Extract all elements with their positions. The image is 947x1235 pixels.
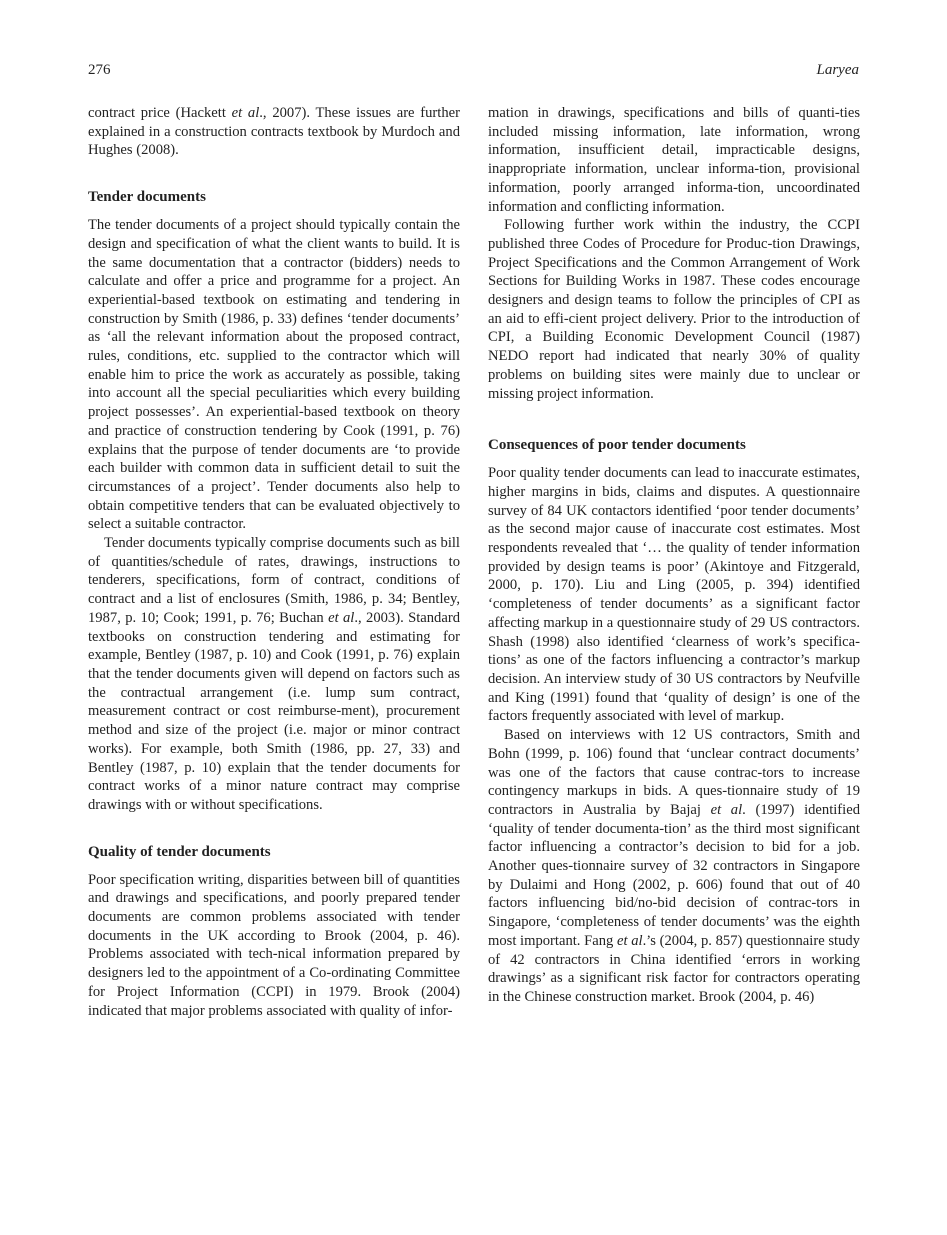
left-column [88, 104, 460, 1020]
paragraph: mation in drawings, specifications and bills of quanti-ties included missing information, late information, wrong information, insufficient detail, impracticable designs, inappropriate information, unclear informa-tion, provisional information, poorly arranged informa-tion, uncoordinated information and conflicting information. [488, 105, 860, 215]
paragraph: Tender documents typically comprise documents such as bill of quantities/schedule of rates, drawings, instructions to tenderers, specifications, form of contract, conditions of contract and a list of enclosures (Smith, 1986, p. 34; Bentley, 1987, p. 10; Cook; 1991, p. 76; Buchan et al., 2003). Standard textbooks on construction tendering and estimating for example, Bentley (1987, p. 10) and Cook (1991, p. 76) explain that the tender documents given will depend on factors such as the contractual arrangement (i.e. lump sum contract, measurement contract or cost reimburse-ment), procurement method and size of the project (i.e. major or minor contract works). For example, both Smith (1986, pp. 27, 33) and Bentley (1987, p. 10) explain that the tender documents for contract works of a minor nature contract may comprise drawings with or without specifications. [88, 535, 460, 813]
paragraph: Poor quality tender documents can lead to inaccurate estimates, higher margins in bids, claims and disputes. A questionnaire survey of 84 UK contactors identified ‘poor tender documents’ as the second major cause of inaccurate cost estimates. Most respondents revealed that ‘… the quality of tender information provided by design teams is poor’ (Akintoye and Fitzgerald, 2000, p. 170). Liu and Ling (2005, p. 394) identified ‘completeness of tender documents’ as a significant factor affecting markup in a questionnaire study of 29 US contractors. Shash (1998) also identified ‘clearness of work’s specifica-tions’ as one of the factors influencing a contractor’s markup decision. An interview study of 30 US contractors by Neufville and King (1991) found that ‘quality of design’ is one of the factors frequently associated with level of markup. [488, 465, 860, 725]
section-heading-consequences: Consequences of poor tender documents [488, 437, 746, 454]
paragraph: The tender documents of a project should typically contain the design and specification of what the client wants to build. It is the same documentation that a contractor (bidders) needs to calculate and offer a price and programme for a project. An experiential-based textbook on estimating and tendering in construction by Smith (1986, p. 33) defines ‘tender documents’ as ‘all the relevant information about the proposed contract, rules, conditions, etc. supplied to the contractor which will enable him to price the work as accurately as possible, taking into account all the special peculiarities which every building project possesses’. An experiential-based textbook on theory and practice of construction tendering by Cook (1991, p. 76) explains that the purpose of tender documents are ‘to provide each builder with common data in sufficient detail to suit the circumstances of a project’. Tender documents also help to obtain competitive tenders that can be evaluated objectively to select a suitable contractor. [88, 217, 460, 533]
running-author: Laryea [816, 62, 859, 78]
paragraph: contract price (Hackett et al., 2007). These issues are further explained in a construction contracts textbook by Murdoch and Hughes (2008). [88, 105, 460, 159]
section-heading-tender-documents: Tender documents [88, 189, 206, 206]
right-column [488, 104, 860, 1007]
paragraph: Based on interviews with 12 US contractors, Smith and Bohn (1999, p. 106) found that ‘unclear contract documents’ was one of the factors that cause contrac-tors to increase contingency markups in bids. A ques-tionnaire study of 19 contractors in Australia by Bajaj et al. (1997) identified ‘quality of tender documenta-tion’ as the third most significant factor influencing a contractor’s decision to bid for a job. Another ques-tionnaire survey of 32 contractors in Singapore by Dulaimi and Hong (2002, p. 606) found that out of 40 factors influencing bid/no-bid decision of contrac-tors in Singapore, ‘completeness of tender documents’ was the eighth most important. Fang et al.’s (2004, p. 857) questionnaire study of 42 contractors in China identified ‘errors in working drawings’ as a significant risk factor for contractors operating in the Chinese construction market. Brook (2004, p. 46) [488, 727, 860, 1005]
paragraph: Poor specification writing, disparities between bill of quantities and drawings and specifications, and poorly prepared tender documents are common problems associated with tender documents in the UK according to Brook (2004, p. 46). Problems associated with tech-nical information prepared by designers led to the appointment of a Co-ordinating Committee for Project Information (CCPI) in 1979. Brook (2004) indicated that major problems associated with quality of infor- [88, 871, 460, 1019]
page-number: 276 [88, 62, 111, 78]
paragraph: Following further work within the industry, the CCPI published three Codes of Procedure for Produc-tion Drawings, Project Specifications and the Common Arrangement of Work Sections for Building Works in 1987. These codes encourage designers and design teams to follow the principles of CPI as an aid to effi-cient project delivery. Prior to the introduction of CPI, a Building Economic Development Council (1987) NEDO report had indicated that nearly 30% of quality problems on building sites were mainly due to unclear or missing project information. [488, 217, 860, 402]
section-heading-quality: Quality of tender documents [88, 843, 271, 860]
